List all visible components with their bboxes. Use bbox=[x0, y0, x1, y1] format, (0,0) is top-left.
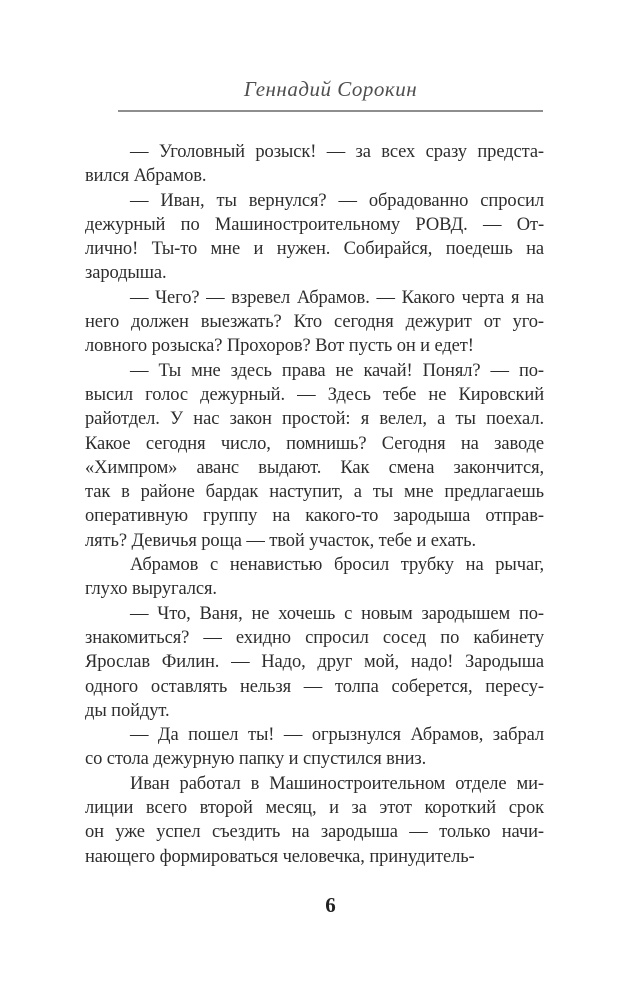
paragraph bbox=[85, 359, 544, 553]
text-line: — Что, Ваня, не хочешь с новым зародышем по- bbox=[130, 603, 544, 624]
running-header: Геннадий Сорокин bbox=[243, 77, 418, 101]
text-line: лиции всего второй месяц, и за этот короткий срок bbox=[85, 798, 544, 819]
paragraph bbox=[85, 189, 544, 286]
text-line: — Чего? — взревел Абрамов. — Какого черта я на bbox=[130, 287, 544, 308]
text-line: глухо выругался. bbox=[85, 579, 217, 600]
text-line: со стола дежурную папку и спустился вниз. bbox=[85, 749, 427, 770]
text-line: — Иван, ты вернулся? — обрадованно спросил bbox=[130, 190, 544, 211]
text-line: высил голос дежурный. — Здесь тебе не Кировский bbox=[85, 384, 544, 405]
text-line: ловного розыска? Прохоров? Вот пусть он и едет! bbox=[85, 336, 474, 357]
paragraph bbox=[85, 602, 544, 723]
text-line: дежурный по Машиностроительному РОВД. — От- bbox=[85, 214, 544, 235]
text-line: него должен выезжать? Кто сегодня дежурит от уго- bbox=[85, 312, 544, 333]
text-line: «Химпром» аванс выдают. Как смена закончится, bbox=[85, 457, 544, 478]
text-line: лять? Девичья роща — твой участок, тебе и ехать. bbox=[85, 530, 477, 551]
text-line: зародыша. bbox=[85, 263, 167, 284]
page-text bbox=[85, 140, 544, 869]
text-line: Иван работал в Машиностроительном отделе ми- bbox=[130, 773, 544, 794]
text-line: Абрамов с ненавистью бросил трубку на рычаг, bbox=[130, 555, 544, 576]
paragraph bbox=[85, 553, 544, 602]
text-line: лично! Ты-то мне и нужен. Собирайся, поедешь на bbox=[85, 239, 544, 260]
text-line: райотдел. У нас закон простой: я велел, а ты поехал. bbox=[85, 409, 544, 430]
text-line: нающего формироваться человечка, принудитель- bbox=[85, 846, 475, 867]
paragraph bbox=[85, 286, 544, 359]
text-line: так в районе бардак наступит, а ты мне предлагаешь bbox=[85, 482, 544, 503]
text-line: Какое сегодня число, помнишь? Сегодня на заводе bbox=[85, 433, 544, 454]
text-line: он уже успел съездить на зародыша — только начи- bbox=[85, 822, 544, 843]
page-number: 6 bbox=[325, 893, 336, 917]
paragraph bbox=[85, 772, 544, 869]
text-line: — Уголовный розыск! — за всех сразу предста- bbox=[130, 142, 544, 162]
text-line: — Да пошел ты! — огрызнулся Абрамов, забрал bbox=[130, 725, 544, 746]
text-line: — Ты мне здесь права не качай! Понял? — по- bbox=[130, 360, 544, 381]
paragraph bbox=[85, 723, 544, 772]
text-line: оперативную группу на какого-то зародыша отправ- bbox=[85, 506, 544, 527]
paragraph bbox=[85, 140, 544, 189]
text-line: Ярослав Филин. — Надо, друг мой, надо! Зародыша bbox=[85, 652, 544, 673]
text-line: знакомиться? — ехидно спросил сосед по кабинету bbox=[85, 627, 544, 648]
text-line: ды пойдут. bbox=[85, 700, 170, 721]
text-line: вился Абрамов. bbox=[85, 166, 207, 187]
text-line: одного оставлять нельзя — толпа соберется, пересу- bbox=[85, 676, 544, 697]
header-rule bbox=[118, 110, 543, 112]
